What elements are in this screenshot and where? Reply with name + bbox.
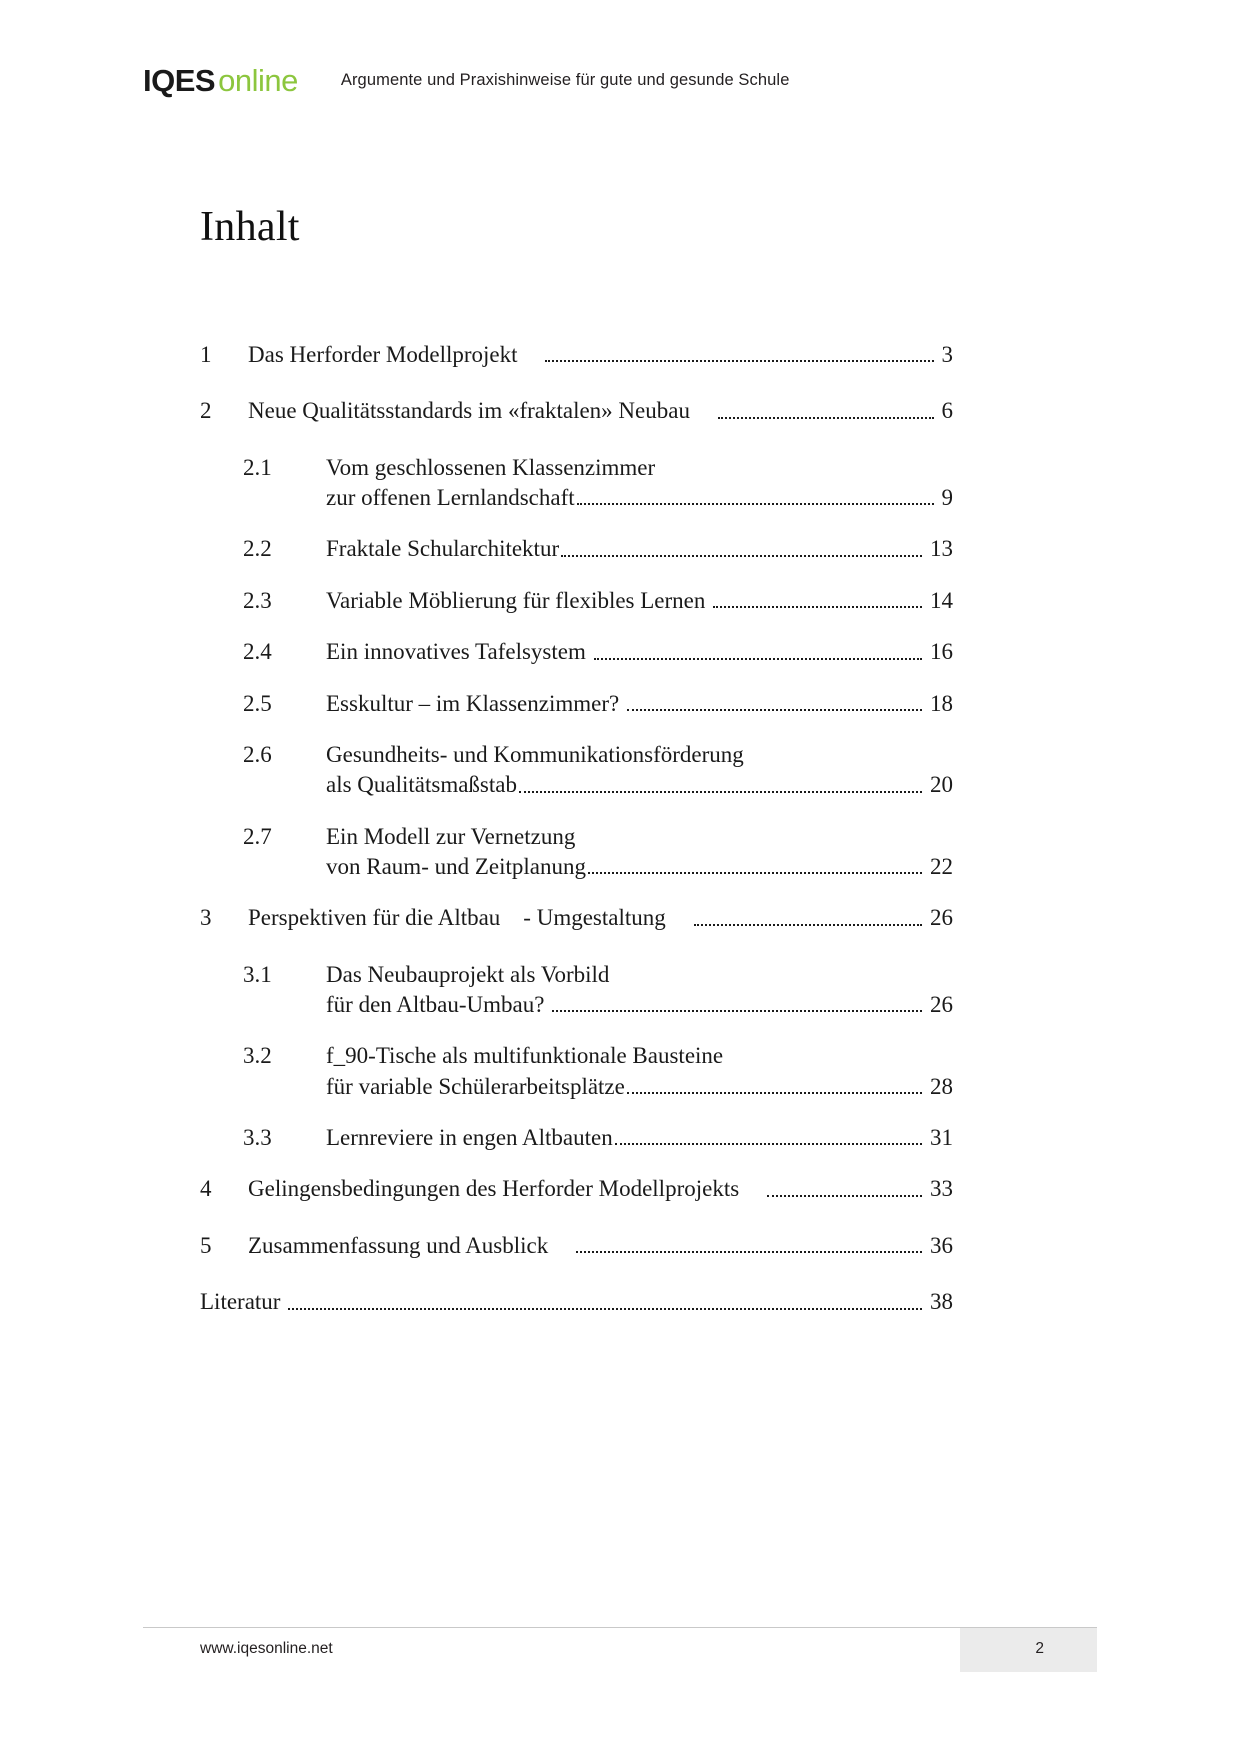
toc-entry-page-number: 26 (930, 905, 953, 931)
toc-entry-title-line: von Raum- und Zeitplanung (326, 853, 586, 879)
toc-entry-body (248, 340, 953, 370)
page-title: Inhalt (200, 204, 300, 250)
toc-entry-last-line (326, 689, 953, 719)
toc-entry[interactable] (200, 453, 953, 514)
toc-entry-last-line (326, 852, 953, 882)
toc-entry-title-line: Fraktale Schularchitektur (326, 536, 560, 562)
toc-entry-page-number: 31 (930, 1125, 953, 1151)
toc-leader-dots (519, 790, 922, 793)
toc-entry-body (326, 1123, 953, 1153)
toc-entry[interactable] (200, 1123, 953, 1153)
toc-entry-title-line: Lernreviere in engen Altbauten (326, 1125, 613, 1151)
toc-entry-body (326, 822, 953, 883)
toc-entry-last-line (248, 1174, 953, 1204)
toc-entry-title-line: Das Neubauprojekt als Vorbild (326, 961, 610, 987)
toc-entry-body (326, 637, 953, 667)
toc-entry[interactable] (200, 1287, 953, 1317)
toc-leader-dots (588, 871, 922, 874)
toc-leader-dots (615, 1142, 922, 1145)
toc-entry-title-line: Perspektiven für die Altbau - Umgestaltung (248, 905, 672, 931)
toc-entry[interactable] (200, 822, 953, 883)
toc-entry-last-line (326, 637, 953, 667)
toc-entry-body (200, 1287, 953, 1317)
toc-entry-page-number: 38 (930, 1289, 953, 1315)
toc-entry-title-line: Gelingensbedingungen des Herforder Modellprojekts (248, 1176, 745, 1202)
toc-entry-title-line: Neue Qualitätsstandards im «fraktalen» Neubau (248, 398, 696, 424)
toc-leader-dots (561, 554, 922, 557)
toc-entry-number: 2.2 (243, 536, 272, 562)
footer-url: www.iqesonline.net (200, 1640, 333, 1657)
toc-entry-title-line: Gesundheits- und Kommunikationsförderung (326, 741, 744, 767)
toc-entry-body (326, 534, 953, 564)
toc-entry-number: 5 (200, 1232, 212, 1258)
toc-leader-dots (288, 1307, 922, 1310)
toc-leader-dots (627, 708, 922, 711)
toc-entry-title-line: Literatur (200, 1289, 287, 1315)
toc-entry-last-line (248, 396, 953, 426)
toc-entry-title-line: f_90-Tische als multifunktionale Bausteine (326, 1043, 724, 1069)
toc-entry-page-number: 13 (930, 536, 953, 562)
toc-entry-page-number: 28 (930, 1073, 953, 1099)
iqes-online-logo (143, 62, 298, 98)
toc-entry[interactable] (200, 534, 953, 564)
footer-page-number: 2 (1035, 1640, 1044, 1657)
toc-leader-dots (713, 605, 922, 608)
toc-entry-body (248, 1174, 953, 1204)
toc-leader-dots (718, 416, 934, 419)
toc-entry-number: 1 (200, 342, 212, 367)
page-header (143, 60, 1097, 100)
footer-page-box (960, 1628, 1097, 1672)
toc-entry-page-number: 36 (930, 1232, 953, 1258)
toc-entry-last-line (326, 586, 953, 616)
toc-entry-page-number: 14 (930, 587, 953, 613)
toc-entry-last-line (326, 1072, 953, 1102)
toc-entry-title-line: Zusammenfassung und Ausblick (248, 1232, 554, 1258)
toc-entry-body (326, 1041, 953, 1102)
toc-entry-page-number: 9 (941, 485, 953, 511)
toc-entry-number: 2.1 (243, 454, 272, 480)
toc-entry[interactable] (200, 586, 953, 616)
toc-entry[interactable] (200, 396, 953, 426)
logo-primary-text: IQES (143, 62, 216, 98)
toc-entry-title-line: Variable Möblierung für flexibles Lernen (326, 587, 712, 613)
toc-entry-body (248, 396, 953, 426)
toc-entry-body (326, 689, 953, 719)
toc-entry-number: 3.2 (243, 1043, 272, 1069)
toc-leader-dots (545, 359, 933, 362)
toc-entry-title-line: Vom geschlossenen Klassenzimmer (326, 454, 656, 480)
toc-entry[interactable] (200, 1041, 953, 1102)
toc-entry-last-line (248, 903, 953, 933)
toc-entry-last-line (248, 1231, 953, 1261)
toc-entry[interactable] (200, 960, 953, 1021)
toc-entry-page-number: 20 (930, 772, 953, 798)
toc-entry[interactable] (200, 1174, 953, 1204)
toc-entry-body (326, 740, 953, 801)
toc-entry-title-line: als Qualitätsmaßstab (326, 772, 517, 798)
toc-entry-number: 2 (200, 398, 212, 424)
table-of-contents (200, 340, 953, 1344)
toc-entry[interactable] (200, 903, 953, 933)
toc-entry[interactable] (200, 740, 953, 801)
toc-entry-page-number: 3 (941, 342, 953, 367)
toc-entry[interactable] (200, 340, 953, 370)
toc-entry-number: 2.7 (243, 823, 272, 849)
toc-entry-body (248, 1231, 953, 1261)
toc-entry-last-line (326, 1123, 953, 1153)
toc-entry[interactable] (200, 637, 953, 667)
toc-entry-last-line (200, 1287, 953, 1317)
toc-entry-number: 2.6 (243, 741, 272, 767)
logo-secondary-text: online (218, 62, 298, 98)
header-title: Argumente und Praxishinweise für gute und gesunde Schule (340, 70, 790, 89)
toc-leader-dots (767, 1194, 922, 1197)
toc-entry-page-number: 6 (941, 398, 953, 424)
toc-leader-dots (577, 502, 934, 505)
toc-entry-title-line: Das Herforder Modellprojekt (248, 342, 524, 367)
toc-leader-dots (627, 1091, 922, 1094)
toc-entry-body (326, 453, 953, 514)
toc-entry-page-number: 18 (930, 690, 953, 716)
toc-entry-body (326, 960, 953, 1021)
toc-entry-body (326, 586, 953, 616)
toc-entry-title-line: Ein Modell zur Vernetzung (326, 823, 576, 849)
footer-divider (143, 1627, 1097, 1628)
toc-entry-number: 3.1 (243, 961, 272, 987)
toc-entry-number: 2.3 (243, 587, 272, 613)
toc-entry-last-line (248, 340, 953, 370)
toc-leader-dots (576, 1250, 922, 1253)
toc-entry-title-line: zur offenen Lernlandschaft (326, 485, 575, 511)
toc-leader-dots (552, 1009, 922, 1012)
toc-entry-page-number: 22 (930, 853, 953, 879)
toc-entry-number: 3.3 (243, 1125, 272, 1151)
toc-leader-dots (594, 657, 922, 660)
toc-entry[interactable] (200, 689, 953, 719)
toc-leader-dots (694, 923, 922, 926)
toc-entry-page-number: 26 (930, 992, 953, 1018)
toc-entry-number: 2.4 (243, 639, 272, 665)
toc-entry-title-line: für den Altbau-Umbau? (326, 992, 551, 1018)
toc-entry-last-line (326, 990, 953, 1020)
toc-entry-title-line: für variable Schülerarbeitsplätze (326, 1073, 625, 1099)
toc-entry-title-line: Ein innovatives Tafelsystem (326, 639, 592, 665)
toc-entry-page-number: 16 (930, 639, 953, 665)
toc-entry-number: 2.5 (243, 690, 272, 716)
toc-entry[interactable] (200, 1231, 953, 1261)
toc-entry-title-line: Esskultur – im Klassenzimmer? (326, 690, 625, 716)
toc-entry-last-line (326, 534, 953, 564)
toc-entry-last-line (326, 483, 953, 513)
toc-entry-last-line (326, 770, 953, 800)
toc-entry-page-number: 33 (930, 1176, 953, 1202)
toc-entry-number: 3 (200, 905, 212, 931)
toc-entry-number: 4 (200, 1176, 212, 1202)
toc-entry-body (248, 903, 953, 933)
